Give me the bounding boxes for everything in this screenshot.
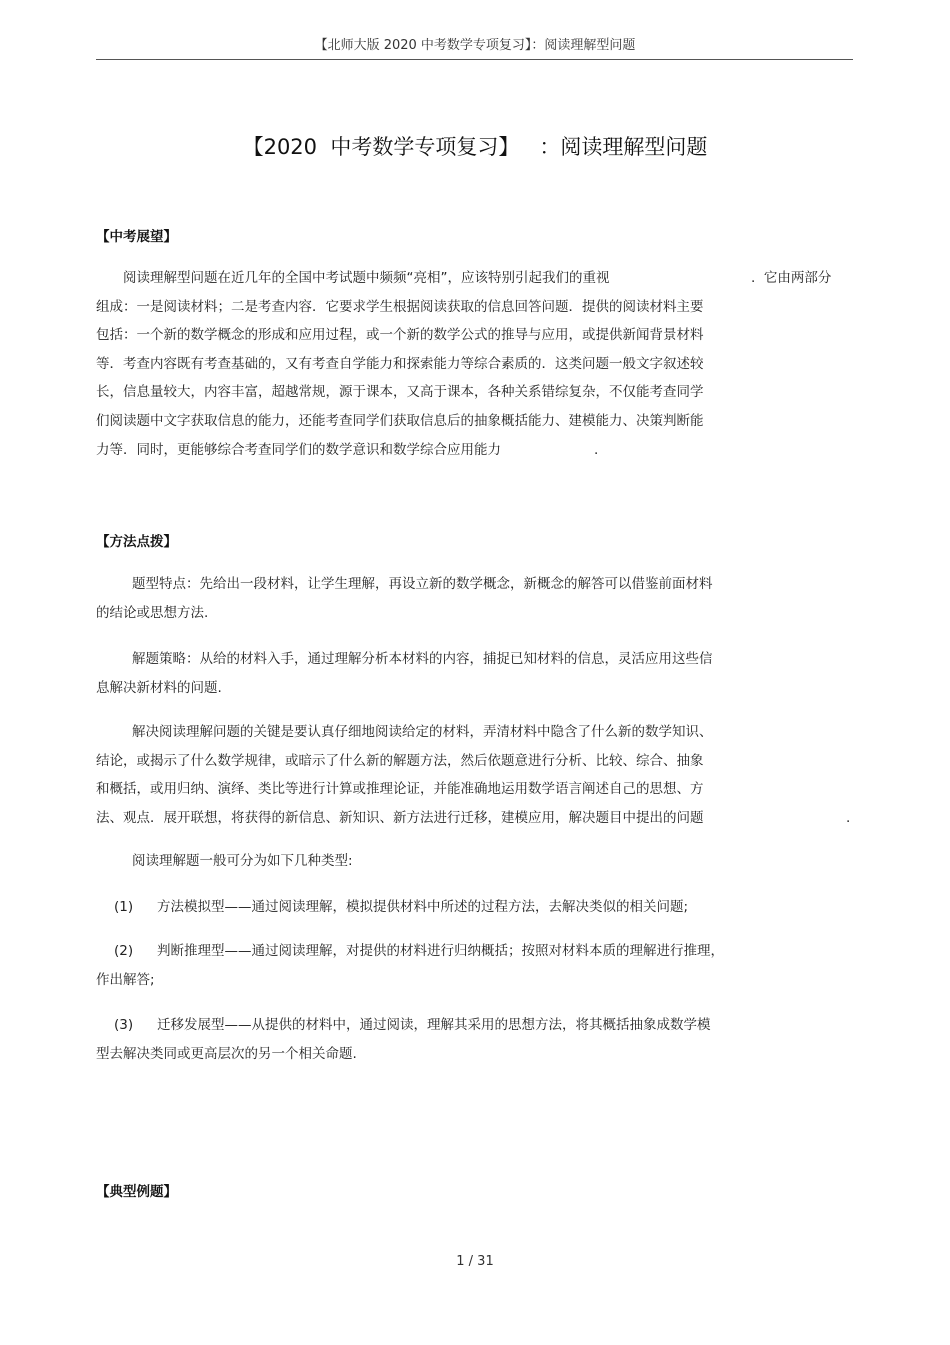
page-number: 1 / 31 [456,1254,494,1269]
section-heading-examples: 【典型例题】 [96,1184,177,1200]
type-number: (3) [114,1017,134,1033]
paragraph-line: 们阅读题中文字获取信息的能力，还能考查同学们获取信息后的抽象概括能力、建模能力、决策判断能 [96,412,704,429]
paragraph-line: 题型特点：先给出一段材料，让学生理解，再设立新的数学概念，新概念的解答可以借鉴前面材料 [132,576,713,592]
section-heading-method: 【方法点拨】 [96,534,177,550]
paragraph-line: 力等．同时，更能够综合考查同学们的数学意识和数学综合应用能力 . [96,436,856,465]
key-paragraph [96,718,856,832]
running-header: 【北师大版 2020 中考数学专项复习】：阅读理解型问题 [314,38,636,53]
paragraph-line: 等．考查内容既有考查基础的，又有考查自学能力和探索能力等综合素质的．这类问题一般文字叙述较 [96,355,704,372]
type-line: 作出解答; [96,971,155,988]
types-intro: 阅读理解题一般可分为如下几种类型: [132,853,353,869]
type-number: (1) [114,899,134,915]
type-line: 方法模拟型——通过阅读理解，模拟提供材料中所述的过程方法，去解决类似的相关问题; [157,899,689,915]
feature-paragraph [96,570,816,627]
type-item-2 [96,937,816,994]
type-item-3 [96,1011,816,1068]
type-line: 判断推理型——通过阅读理解，对提供的材料进行归纳概括；按照对材料本质的理解进行推理， [157,943,724,959]
line-tail: . 它由两部分 [751,270,832,286]
type-number: (2) [114,943,134,959]
line-tail: . [594,441,599,458]
type-item-1 [96,893,816,922]
strategy-paragraph [96,645,816,702]
line-tail: . [846,809,851,826]
paragraph-line: 长，信息量较大，内容丰富，超越常规，源于课本，又高于课本，各种关系错综复杂，不仅能考查同学 [96,384,704,401]
paragraph-line: 法、观点．展开联想，将获得的新信息、新知识、新方法进行迁移，建模应用，解决题目中提出的问题 . [96,804,856,833]
paragraph-line: 的结论或思想方法. [96,604,209,621]
type-line: 迁移发展型——从提供的材料中，通过阅读，理解其采用的思想方法，将其概括抽象成数学模 [157,1017,711,1033]
paragraph-line: 和概括，或用归纳、演绎、类比等进行计算或推理论证，并能准确地运用数学语言阐述自己的思想、方 [96,781,704,798]
paragraph-line: 解题策略：从给的材料入手，通过理解分析本材料的内容，捕捉已知材料的信息，灵活应用这些信 [132,651,713,667]
header-divider [96,59,853,60]
document-title: 【2020 中考数学专项复习】 ：阅读理解型问题 [242,135,708,159]
paragraph-line: 结论，或揭示了什么数学规律，或暗示了什么新的解题方法，然后依题意进行分析、比较、综合、抽象 [96,752,704,769]
paragraph-line: 息解决新材料的问题. [96,679,222,696]
type-line: 型去解决类同或更高层次的另一个相关命题. [96,1045,357,1062]
paragraph-line: 包括：一个新的数学概念的形成和应用过程，或一个新的数学公式的推导与应用，或提供新闻背景材料 [96,327,704,344]
paragraph-line: 阅读理解型问题在近几年的全国中考试题中频频“亮相”，应该特别引起我们的重视 . 它由两部分 [96,264,856,293]
section-heading-outlook: 【中考展望】 [96,229,177,245]
outlook-paragraph [96,264,856,464]
paragraph-line: 解决阅读理解问题的关键是要认真仔细地阅读给定的材料，弄清材料中隐含了什么新的数学知识、 [132,724,713,740]
paragraph-line: 组成：一是阅读材料；二是考查内容．它要求学生根据阅读获取的信息回答问题．提供的阅读材料主要 [96,298,704,315]
